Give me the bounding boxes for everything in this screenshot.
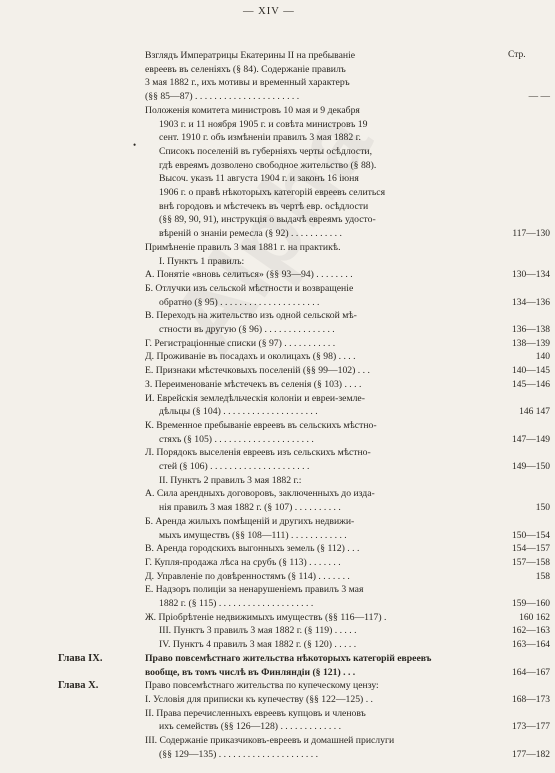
- toc-line: Г. Купля-продажа лѣса на срубъ (§ 113) . . . . . . .: [145, 556, 341, 568]
- page-ref: 157—158: [512, 557, 550, 568]
- toc-line: II. Права перечисленныхъ евреевъ купцовъ и членовъ: [145, 707, 366, 719]
- page-ref: 150—154: [512, 530, 550, 541]
- page-ref: 163—164: [512, 640, 550, 651]
- toc-line: Списокъ поселеній въ губерніяхъ черты осѣдлости,: [159, 145, 373, 157]
- page-ref: — —: [528, 92, 550, 103]
- toc-line: 1882 г. (§ 115) . . . . . . . . . . . . . . . . . . . .: [159, 598, 314, 609]
- toc-line: 3 мая 1882 г., ихъ мотивы и временный характеръ: [145, 77, 350, 89]
- page-ref: 117—130: [512, 229, 550, 240]
- toc-line: I. Условія для приписки къ купечеству (§§ 122—125) . .: [145, 693, 373, 705]
- toc-line: вѣреній о знаніи ремесла (§ 92) . . . . . . . . . . .: [159, 228, 342, 240]
- toc-line: И. Еврейскія земледѣльческія колоніи и евреи-земле-: [145, 392, 365, 404]
- toc-line: А. Понятіе «вновь селиться» (§§ 93—94) . . . . . . . .: [145, 269, 353, 281]
- page-ref: 159—160: [512, 599, 550, 609]
- chapter-label: Глава X.: [58, 680, 99, 692]
- page-ref: 134—136: [512, 297, 550, 308]
- column-header-pages: Стр.: [508, 50, 526, 60]
- page-number: — XIV —: [243, 6, 295, 17]
- toc-line: IV. Пунктъ 4 правилъ 3 мая 1882 г. (§ 120) . . . . .: [159, 639, 357, 651]
- toc-line: III. Содержаніе приказчиковъ-евреевъ и домашней прислуги: [145, 735, 395, 746]
- toc-line: Взглядъ Императрицы Екатерины II на пребываніе: [145, 50, 356, 61]
- toc-line: Д. Управленіе по довѣренностямъ (§ 114) . . . . . . .: [145, 570, 350, 582]
- toc-line: сент. 1910 г. объ измѣненіи правилъ 3 мая 1882 г.: [159, 132, 361, 144]
- toc-line: Право повсемѣстнаго жительства по купеческому цензу:: [145, 680, 379, 692]
- page-ref: 158: [535, 571, 550, 582]
- page-ref: 146 147: [519, 407, 550, 418]
- toc-line: З. Переименованіе мѣстечекъ въ селенія (§ 103) . . . .: [145, 378, 362, 390]
- page-ref: 140: [535, 352, 550, 363]
- page-ref: 130—134: [512, 270, 550, 281]
- toc-line: Ж. Пріобрѣтеніе недвижимыхъ имуществъ (§§ 116—117) .: [145, 611, 387, 623]
- page-ref: 160 162: [519, 612, 550, 623]
- toc-line: (§§ 129—135) . . . . . . . . . . . . . . . . . . . . .: [159, 748, 319, 760]
- page-ref: 173—177: [512, 722, 550, 733]
- toc-line: стей (§ 106) . . . . . . . . . . . . . . . . . . . . .: [159, 461, 310, 472]
- toc-line: Е. Надзоръ полиціи за ненарушеніемъ правилъ 3 мая: [145, 584, 364, 596]
- toc-line: мыхъ имуществъ (§§ 108—111) . . . . . . . . . . . .: [159, 529, 347, 541]
- margin-mark: •: [133, 140, 137, 150]
- toc-line: гдѣ евреямъ дозволено свободное жительство (§ 88).: [159, 159, 377, 171]
- toc-line: Право повсемѣстнаго жительства нѣкоторыхъ категорій евреевъ: [145, 652, 432, 664]
- toc-line: евреевъ въ селеніяхъ (§ 84). Содержаніе правилъ: [145, 63, 346, 75]
- toc-line: Б. Отлучки изъ сельской мѣстности и возвращеніе: [145, 282, 354, 294]
- toc-line: стности въ другую (§ 96) . . . . . . . . . . . . . . .: [159, 324, 335, 335]
- toc-line: Е. Признаки мѣстечковыхъ поселеній (§§ 99—102) . . .: [145, 365, 370, 377]
- toc-line: Г. Регистраціонные списки (§ 97) . . . . . . . . . . .: [145, 337, 336, 349]
- toc-section: I. Пунктъ 1 правилъ:: [159, 255, 245, 267]
- toc-line: Б. Аренда жилыхъ помѣщеній и другихъ недвижи-: [145, 515, 355, 527]
- toc-line: К. Временное пребываніе евреевъ въ сельскихъ мѣстно-: [145, 419, 377, 431]
- page-ref: 145—146: [512, 379, 550, 390]
- toc-line: 1903 г. и 11 ноября 1905 г. и совѣта министровъ 19: [159, 118, 368, 130]
- toc-line: 1906 г. о правѣ нѣкоторыхъ категорій евреевъ селиться: [159, 187, 386, 198]
- page-ref: 147—149: [512, 434, 550, 445]
- toc-line: III. Пунктъ 3 правилъ 3 мая 1882 г. (§ 119) . . . . .: [159, 625, 357, 637]
- toc-line: В. Аренда городскихъ выгонныхъ земель (§ 112) . . .: [145, 543, 360, 555]
- toc-line: дѣльцы (§ 104) . . . . . . . . . . . . . . . . . . . .: [159, 406, 318, 418]
- page-ref: 150: [535, 503, 550, 514]
- page-ref: 162—163: [512, 626, 550, 637]
- page-ref: 177—182: [512, 749, 550, 760]
- toc-line: нія правилъ 3 мая 1882 г. (§ 107) . . . . . . . . . .: [159, 502, 341, 514]
- toc-line: (§§ 85—87) . . . . . . . . . . . . . . . . . . . . . .: [145, 91, 300, 103]
- page-ref: 140—145: [512, 366, 550, 377]
- page-ref: 168—173: [512, 694, 550, 705]
- page-ref: 136—138: [512, 325, 550, 335]
- toc-line: внѣ городовъ и мѣстечекъ въ чертѣ евр. осѣдлости: [159, 200, 369, 212]
- toc-line: Положенія комитета министровъ 10 мая и 9 декабря: [145, 104, 360, 116]
- toc-line: (§§ 89, 90, 91), инструкція о выдачѣ евреямъ удосто-: [159, 214, 376, 226]
- toc-line: В. Переходъ на жительство изъ одной сельской мѣ-: [145, 310, 357, 322]
- toc-line: обратно (§ 95) . . . . . . . . . . . . . . . . . . . . .: [159, 296, 320, 308]
- toc-section: II. Пунктъ 2 правилъ 3 мая 1882 г.:: [159, 474, 302, 486]
- page-ref: 149—150: [512, 462, 550, 472]
- page-ref: 164—167: [512, 667, 550, 678]
- toc-line: Высоч. указъ 11 августа 1904 г. и законъ 16 іюня: [159, 173, 359, 185]
- toc-line: Примѣненіе правилъ 3 мая 1881 г. на практикѣ.: [145, 241, 341, 253]
- page-ref: 154—157: [512, 544, 550, 555]
- toc-line: А. Сила арендныхъ договоровъ, заключенныхъ до изда-: [145, 488, 375, 500]
- toc-line: Д. Проживаніе въ посадахъ и околицахъ (§ 98) . . . .: [145, 351, 356, 363]
- toc-line: ихъ семействъ (§§ 126—128) . . . . . . . . . . . . .: [159, 721, 341, 733]
- toc-line: стяхъ (§ 105) . . . . . . . . . . . . . . . . . . . . .: [159, 433, 314, 445]
- toc-line: вообще, въ томъ числѣ въ Финляндіи (§ 121) . . .: [145, 666, 356, 678]
- chapter-label: Глава IX.: [58, 652, 103, 664]
- toc-line: Л. Порядокъ выселенія евреевъ изъ сельскихъ мѣстно-: [145, 447, 371, 459]
- page-ref: 138—139: [512, 338, 550, 349]
